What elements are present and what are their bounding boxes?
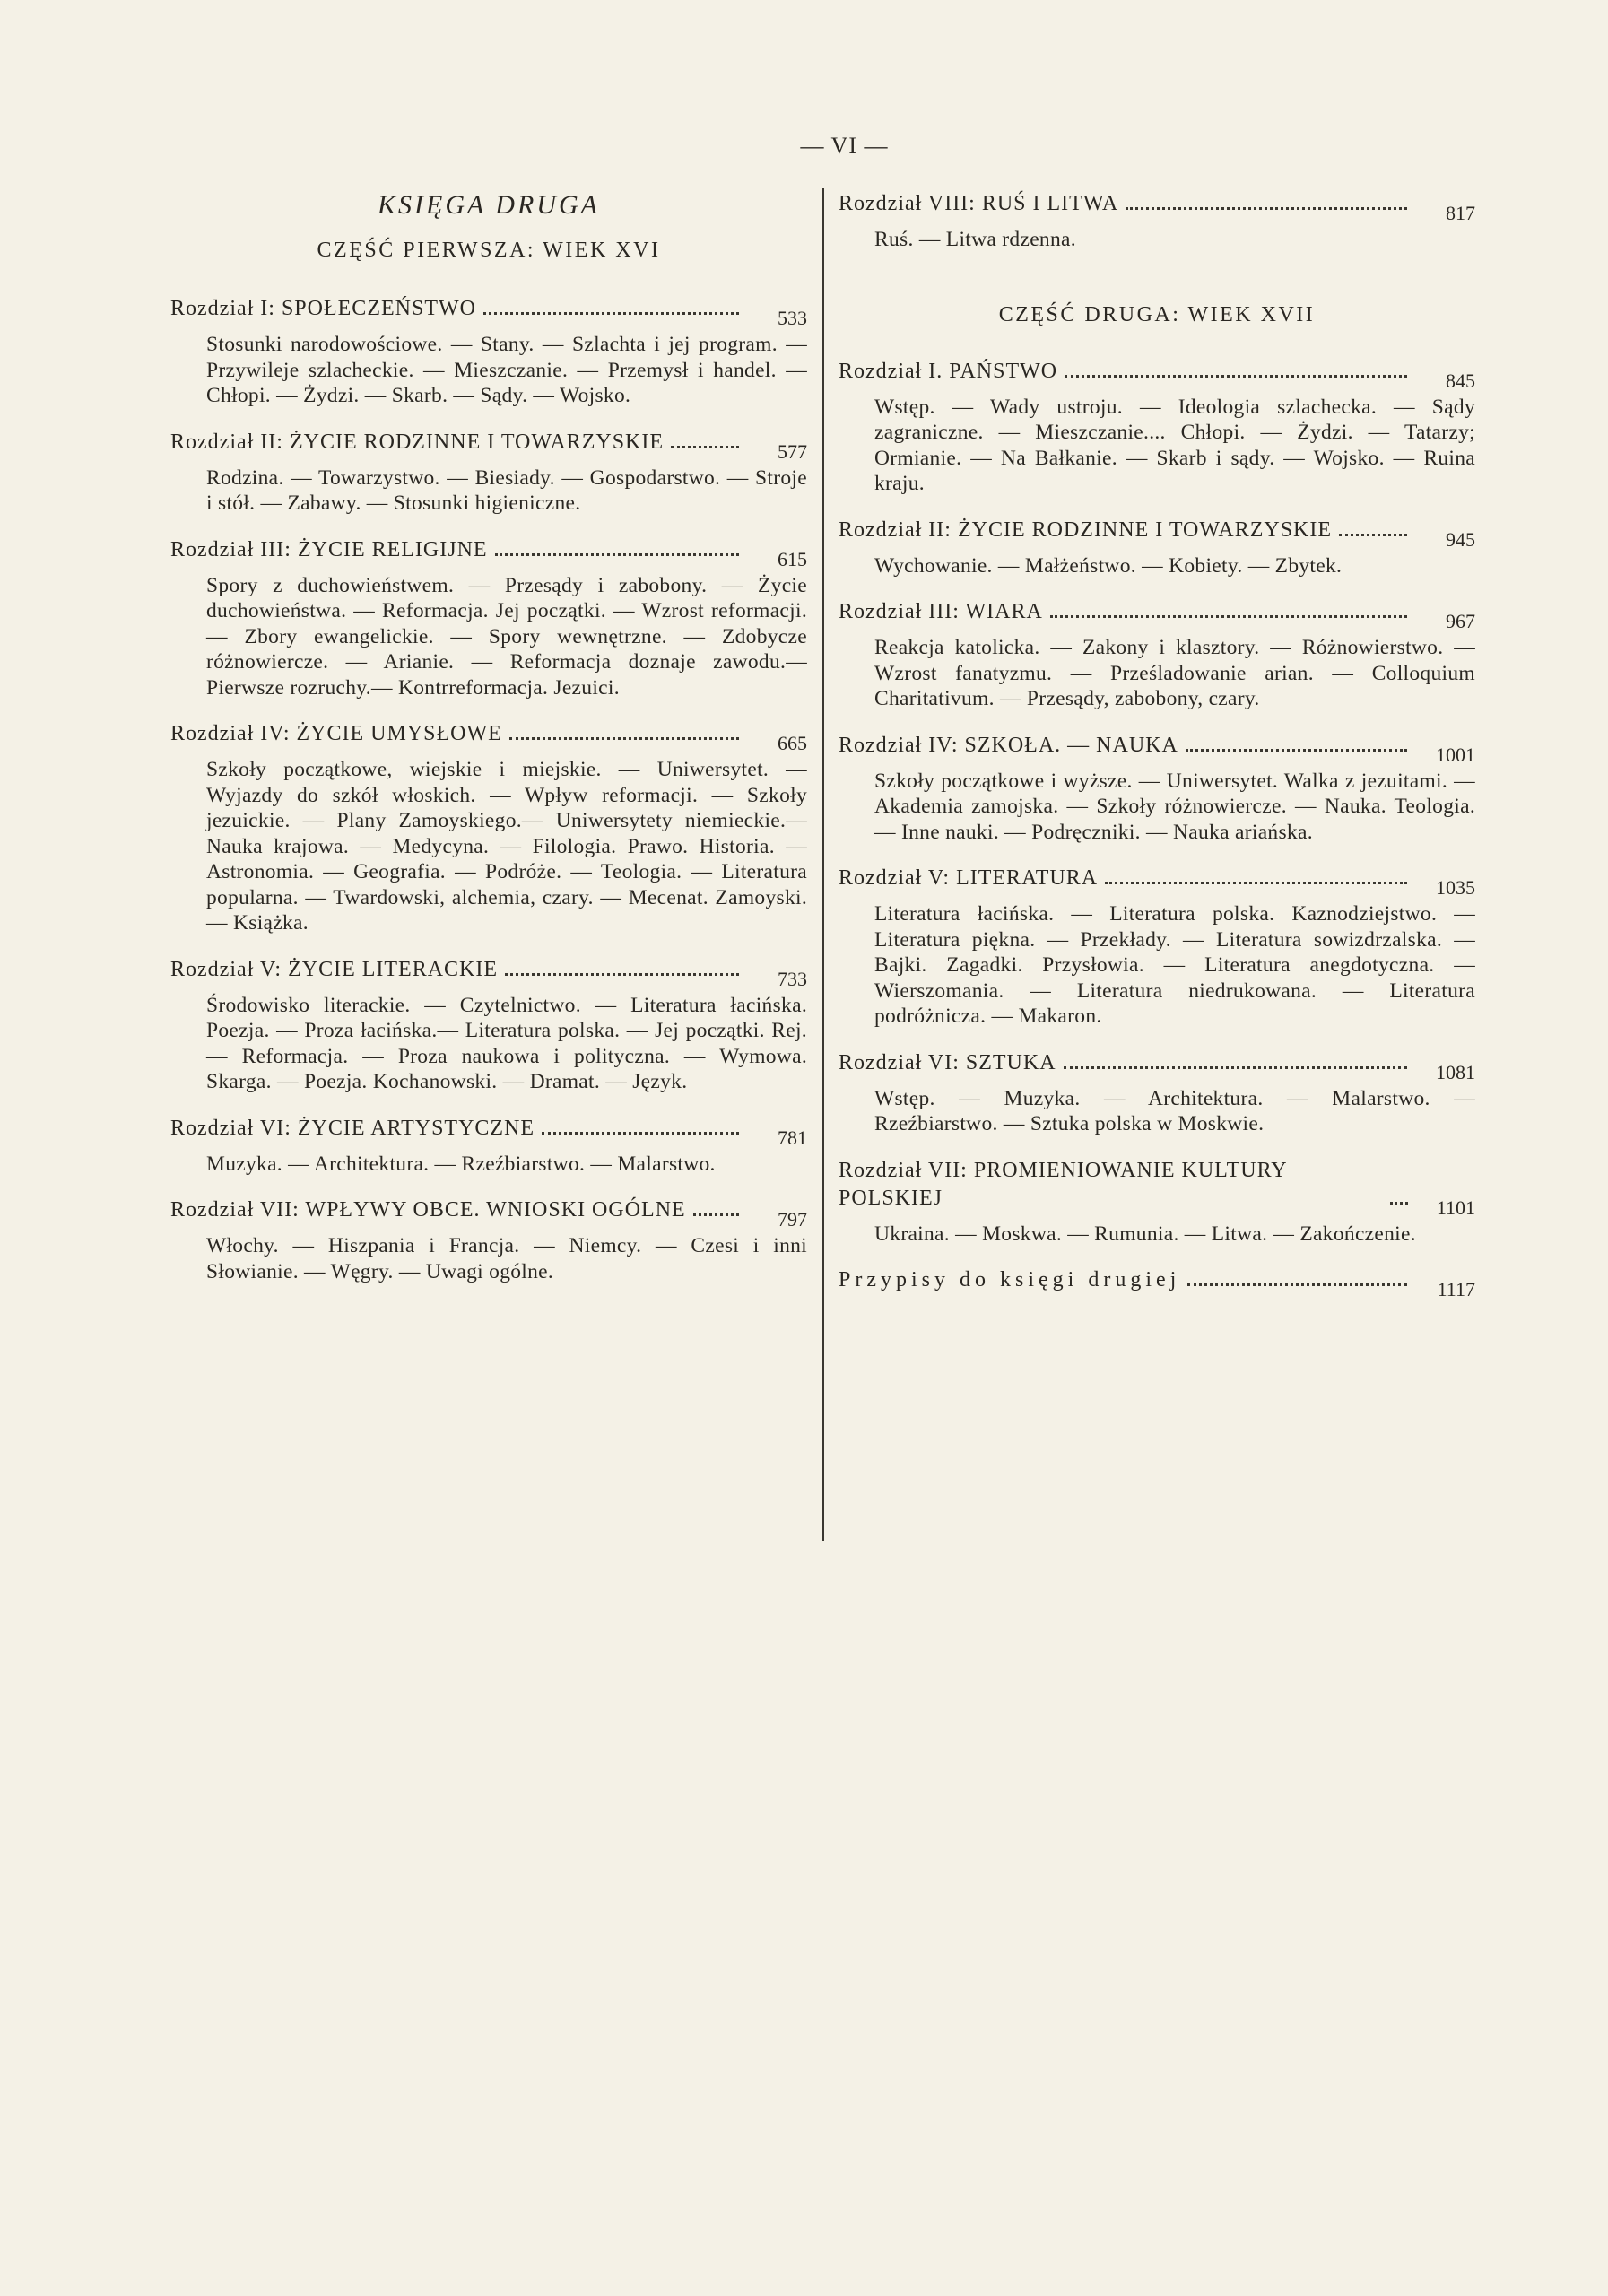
toc-left-column	[170, 190, 807, 1304]
chapter-summary: Wstęp. — Muzyka. — Architektura. — Malarstwo. — Rzeźbiarstwo. — Sztuka polska w Moskwie.	[874, 1086, 1475, 1135]
dot-leader	[1186, 749, 1407, 752]
chapter-summary: Muzyka. — Architektura. — Rzeźbiarstwo. — Malarstwo.	[206, 1152, 716, 1176]
page-ref: 817	[1446, 202, 1475, 224]
page-ref: 615	[778, 547, 807, 570]
page-number: — VI —	[800, 133, 889, 159]
toc-entry	[839, 190, 1475, 253]
toc-entry	[839, 732, 1475, 846]
chapter-summary: Wstęp. — Wady ustroju. — Ideologia szlachecka. — Sądy zagraniczne. — Mieszczanie.... Chłopi. — Żydzi. — Tatarzy; Ormianie. — Na Bałkanie. — Skarb i sądy. — Wojsko. — Ruina kraju.	[874, 395, 1475, 495]
chapter-summary: Spory z duchowieństwem. — Przesądy i zabobony. — Życie duchowieństwa. — Reformacja. Jej początki. — Wzrost reformacji. — Zbory ewangelickie. — Spory wewnętrzne. — Zdobycze różnowiercze. — Arianie. — Reformacja doznaje zawodu.— Pierwsze rozruchy.— Kontrreformacja. Jezuici.	[206, 573, 807, 700]
chapter-summary: Literatura łacińska. — Literatura polska. Kaznodziejstwo. — Literatura piękna. — Przekłady. — Literatura sowizdrzalska. — Bajki. Zagadki. Przysłowia. — Literatura anegdotyczna. — Wierszomania. — Literatura niedrukowana. — Literatura podróżnicza. — Makaron.	[874, 902, 1475, 1028]
page-ref: 797	[778, 1208, 807, 1231]
chapter-summary: Ukraina. — Moskwa. — Rumunia. — Litwa. — Zakończenie.	[874, 1222, 1416, 1246]
chapter-summary: Włochy. — Hiszpania i Francja. — Niemcy. — Czesi i inni Słowianie. — Węgry. — Uwagi ogólne.	[206, 1234, 807, 1283]
chapter-summary: Szkoły początkowe, wiejskie i miejskie. — Uniwersytet. — Wyjazdy do szkół włoskich. — Wpływ reformacji. — Szkoły jezuickie. — Plany Zamoyskiego.— Uniwersytety niemieckie.— Nauka krajowa. — Medycyna. — Filologia. Prawo. Historia. — Astronomia. — Geografia. — Podróże. — Teologia. — Literatura popularna. — Twardowski, alchemia, czary. — Mecenat. Zamoyski. — Książka.	[206, 758, 807, 935]
chapter-summary: Rodzina. — Towarzystwo. — Biesiady. — Gospodarstwo. — Stroje i stół. — Zabawy. — Stosunki higieniczne.	[206, 465, 807, 515]
chapter-summary: Stosunki narodowościowe. — Stany. — Szlachta i jej program. — Przywileje szlacheckie. — Mieszczanie. — Przemysł i handel. — Chłopi. — Żydzi. — Skarb. — Sądy. — Wojsko.	[206, 333, 807, 407]
toc-entry	[839, 517, 1475, 579]
toc-entry	[170, 429, 807, 517]
toc-entry-footnotes	[839, 1266, 1475, 1300]
chapter-title: Rozdział I. PAŃSTWO	[839, 359, 1058, 383]
book-title: KSIĘGA DRUGA	[378, 190, 600, 220]
dot-leader	[1065, 375, 1407, 378]
chapter-summary: Wychowanie. — Małżeństwo. — Kobiety. — Zbytek.	[874, 553, 1343, 578]
chapter-title: Rozdział IV: ŻYCIE UMYSŁOWE	[170, 722, 502, 745]
chapter-title: Rozdział VI: ŻYCIE ARTYSTYCZNE	[170, 1116, 535, 1140]
page-ref: 1035	[1436, 876, 1475, 899]
chapter-title: Rozdział III: ŻYCIE RELIGIJNE	[170, 537, 488, 561]
dot-leader	[693, 1213, 739, 1216]
toc-entry	[170, 720, 807, 936]
dot-leader	[483, 312, 739, 315]
toc-entry	[170, 1196, 807, 1284]
page-ref: 1081	[1436, 1060, 1475, 1083]
page-ref: 1117	[1437, 1278, 1475, 1300]
dot-leader	[1187, 1283, 1407, 1286]
toc-entry	[170, 295, 807, 409]
toc-entry	[839, 1157, 1475, 1248]
page-ref: 533	[778, 307, 807, 329]
toc-entry	[839, 358, 1475, 497]
chapter-title: Rozdział VI: SZTUKA	[839, 1050, 1056, 1074]
page-ref: 967	[1446, 610, 1475, 632]
chapter-title: Rozdział V: ŻYCIE LITERACKIE	[170, 957, 499, 981]
dot-leader	[1390, 1202, 1408, 1205]
chapter-title: Rozdział III: WIARA	[839, 600, 1043, 623]
dot-leader	[542, 1132, 739, 1135]
chapter-summary: Szkoły początkowe i wyższe. — Uniwersytet. Walka z jezuitami. — Akademia zamojska. — Szkoły różnowiercze. — Nauka. Teologia. — Inne nauki. — Podręczniki. — Nauka ariańska.	[874, 769, 1475, 844]
dot-leader	[671, 446, 739, 448]
toc-entry	[170, 1115, 807, 1178]
page-ref: 577	[778, 439, 807, 463]
chapter-title: Rozdział VII: PROMIENIOWANIE KULTURY POLSKIEJ	[839, 1158, 1287, 1210]
page-ref: 1101	[1436, 1196, 1475, 1219]
dot-leader	[1105, 882, 1407, 884]
dot-leader	[1050, 615, 1407, 618]
chapter-title: Rozdział II: ŻYCIE RODZINNE I TOWARZYSKIE	[839, 517, 1333, 542]
dot-leader	[495, 553, 739, 556]
part-title-xvi: CZĘŚĆ PIERWSZA: WIEK XVI	[317, 239, 661, 262]
chapter-summary: Środowisko literackie. — Czytelnictwo. — Literatura łacińska. Poezja. — Proza łacińska.— Literatura polska. — Jej początki. Rej. — Reformacja. — Proza naukowa i polityczna. — Wymowa. Skarga. — Poezja. Kochanowski. — Dramat. — Język.	[206, 993, 807, 1093]
page-ref: 945	[1446, 527, 1475, 551]
page-ref: 733	[778, 967, 807, 990]
chapter-title: Rozdział I: SPOŁECZEŃSTWO	[170, 297, 476, 320]
chapter-title: Rozdział IV: SZKOŁA. — NAUKA	[839, 733, 1178, 757]
column-divider	[822, 188, 824, 1541]
dot-leader	[509, 737, 739, 740]
footnotes-title: Przypisy do księgi drugiej	[839, 1268, 1181, 1292]
chapter-title: Rozdział VII: WPŁYWY OBCE. WNIOSKI OGÓLNE	[170, 1198, 686, 1222]
chapter-title: Rozdział II: ŻYCIE RODZINNE I TOWARZYSKIE	[170, 430, 665, 454]
toc-right-column	[839, 190, 1475, 1314]
dot-leader	[1064, 1066, 1407, 1069]
chapter-summary: Reakcja katolicka. — Zakony i klasztory. — Różnowierstwo. — Wzrost fanatyzmu. — Prześladowanie arian. — Colloquium Charitativum. — Przesądy, zabobony, czary.	[874, 636, 1475, 710]
toc-entry	[839, 598, 1475, 712]
dot-leader	[1126, 207, 1407, 210]
chapter-summary: Ruś. — Litwa rdzenna.	[874, 228, 1076, 251]
chapter-title: Rozdział VIII: RUŚ I LITWA	[839, 192, 1119, 215]
chapter-title: Rozdział V: LITERATURA	[839, 866, 1099, 890]
toc-entry	[839, 865, 1475, 1030]
page-ref: 1001	[1436, 743, 1475, 766]
page-ref: 665	[778, 732, 807, 754]
page-ref: 781	[778, 1126, 807, 1149]
toc-entry	[839, 1049, 1475, 1137]
part-title-xvii: CZĘŚĆ DRUGA: WIEK XVII	[998, 302, 1316, 326]
page-ref: 845	[1446, 369, 1475, 392]
toc-entry	[170, 956, 807, 1095]
dot-leader	[505, 973, 739, 976]
dot-leader	[1339, 534, 1407, 536]
toc-entry	[170, 536, 807, 701]
